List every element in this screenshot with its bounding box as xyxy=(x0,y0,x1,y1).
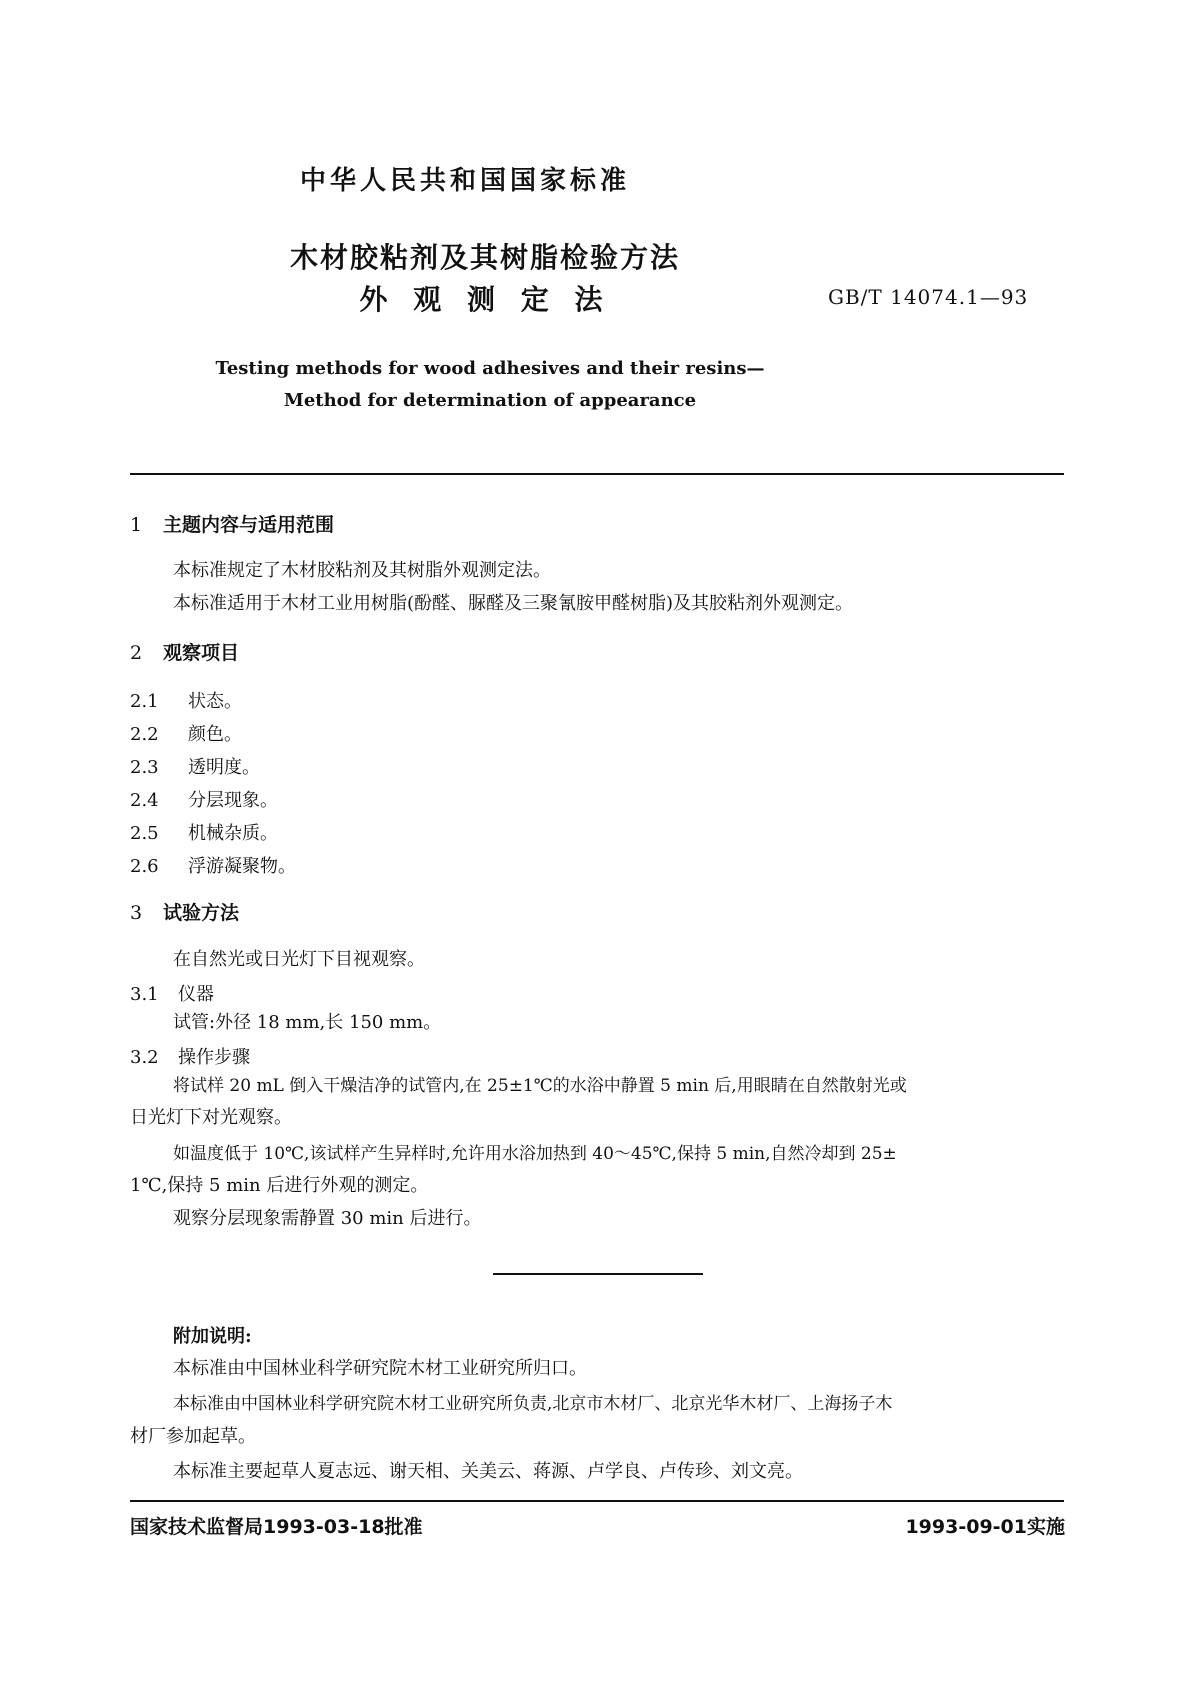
section-1-para2: 本标准适用于木材工业用树脂(酚醛、脲醛及三聚氰胺甲醛树脂)及其胶粘剂外观测定。 xyxy=(173,593,854,614)
section-1-title: 主题内容与适用范围 xyxy=(163,514,335,536)
section-3-intro: 在自然光或日光灯下目视观察。 xyxy=(173,949,425,970)
national-standard-heading: 中华人民共和国国家标准 xyxy=(299,166,630,196)
procedure-para2-line1: 如温度低于 10℃,该试样产生异样时,允许用水浴加热到 40～45℃,保持 5 min,自然冷却到 25± xyxy=(173,1144,897,1164)
item-text: 颜色。 xyxy=(188,724,242,745)
implementation-date: 1993-09-01实施 xyxy=(905,1516,1065,1538)
list-item xyxy=(130,819,278,845)
document-title-line1: 木材胶粘剂及其树脂检验方法 xyxy=(289,241,680,274)
section-1-number: 1 xyxy=(130,514,143,536)
subsection-number: 3.2 xyxy=(130,1047,159,1068)
list-item xyxy=(130,786,278,812)
item-text: 分层现象。 xyxy=(188,790,278,811)
section-3-title: 试验方法 xyxy=(163,902,240,924)
english-title-line1: Testing methods for wood adhesives and their resins— xyxy=(215,358,765,379)
section-3-number: 3 xyxy=(130,902,143,924)
document-title-line2: 外 观 测 定 法 xyxy=(359,283,611,316)
english-title-line2: Method for determination of appearance xyxy=(283,390,697,411)
procedure-para2-line2: 1℃,保持 5 min 后进行外观的测定。 xyxy=(130,1175,429,1196)
subsection-3-2-heading xyxy=(130,1043,250,1069)
item-text: 浮游凝聚物。 xyxy=(188,856,296,877)
section-2-heading xyxy=(130,638,239,665)
section-3-heading xyxy=(130,898,239,925)
list-item xyxy=(130,753,260,779)
item-text: 状态。 xyxy=(188,691,242,712)
standard-code: GB/T 14074.1—93 xyxy=(828,285,1029,309)
item-number: 2.4 xyxy=(130,790,159,811)
section-1-heading xyxy=(130,510,334,537)
appendix-title: 附加说明: xyxy=(173,1326,252,1347)
footer-divider xyxy=(130,1500,1064,1502)
subsection-3-1-heading xyxy=(130,980,214,1006)
item-text: 机械杂质。 xyxy=(188,823,278,844)
instrument-text: 试管:外径 18 mm,长 150 mm。 xyxy=(173,1012,442,1033)
procedure-para3: 观察分层现象需静置 30 min 后进行。 xyxy=(173,1208,482,1229)
list-item xyxy=(130,852,296,878)
section-2-number: 2 xyxy=(130,642,143,664)
item-text: 透明度。 xyxy=(188,757,260,778)
appendix-line1: 本标准由中国林业科学研究院木材工业研究所归口。 xyxy=(173,1358,587,1379)
appendix-line3: 本标准主要起草人夏志远、谢天相、关美云、蒋源、卢学良、卢传珍、刘文亮。 xyxy=(173,1461,803,1482)
approval-date: 国家技术监督局1993-03-18批准 xyxy=(130,1516,423,1538)
subsection-number: 3.1 xyxy=(130,984,159,1005)
appendix-line2a: 本标准由中国林业科学研究院木材工业研究所负责,北京市木材厂、北京光华木材厂、上海扬子木 xyxy=(173,1394,893,1414)
list-item xyxy=(130,720,242,746)
item-number: 2.3 xyxy=(130,757,159,778)
header-divider xyxy=(130,473,1064,475)
subsection-title: 仪器 xyxy=(178,984,214,1005)
item-number: 2.1 xyxy=(130,691,159,712)
item-number: 2.5 xyxy=(130,823,159,844)
section-2-title: 观察项目 xyxy=(163,642,240,664)
procedure-para1-line1: 将试样 20 mL 倒入干燥洁净的试管内,在 25±1℃的水浴中静置 5 min 后,用眼睛在自然散射光或 xyxy=(173,1076,907,1096)
item-number: 2.2 xyxy=(130,724,159,745)
end-divider xyxy=(493,1273,703,1275)
appendix-line2b: 材厂参加起草。 xyxy=(130,1426,256,1447)
list-item xyxy=(130,687,242,713)
procedure-para1-line2: 日光灯下对光观察。 xyxy=(130,1107,292,1128)
item-number: 2.6 xyxy=(130,856,159,877)
subsection-title: 操作步骤 xyxy=(178,1047,250,1068)
section-1-para1: 本标准规定了木材胶粘剂及其树脂外观测定法。 xyxy=(173,560,551,581)
